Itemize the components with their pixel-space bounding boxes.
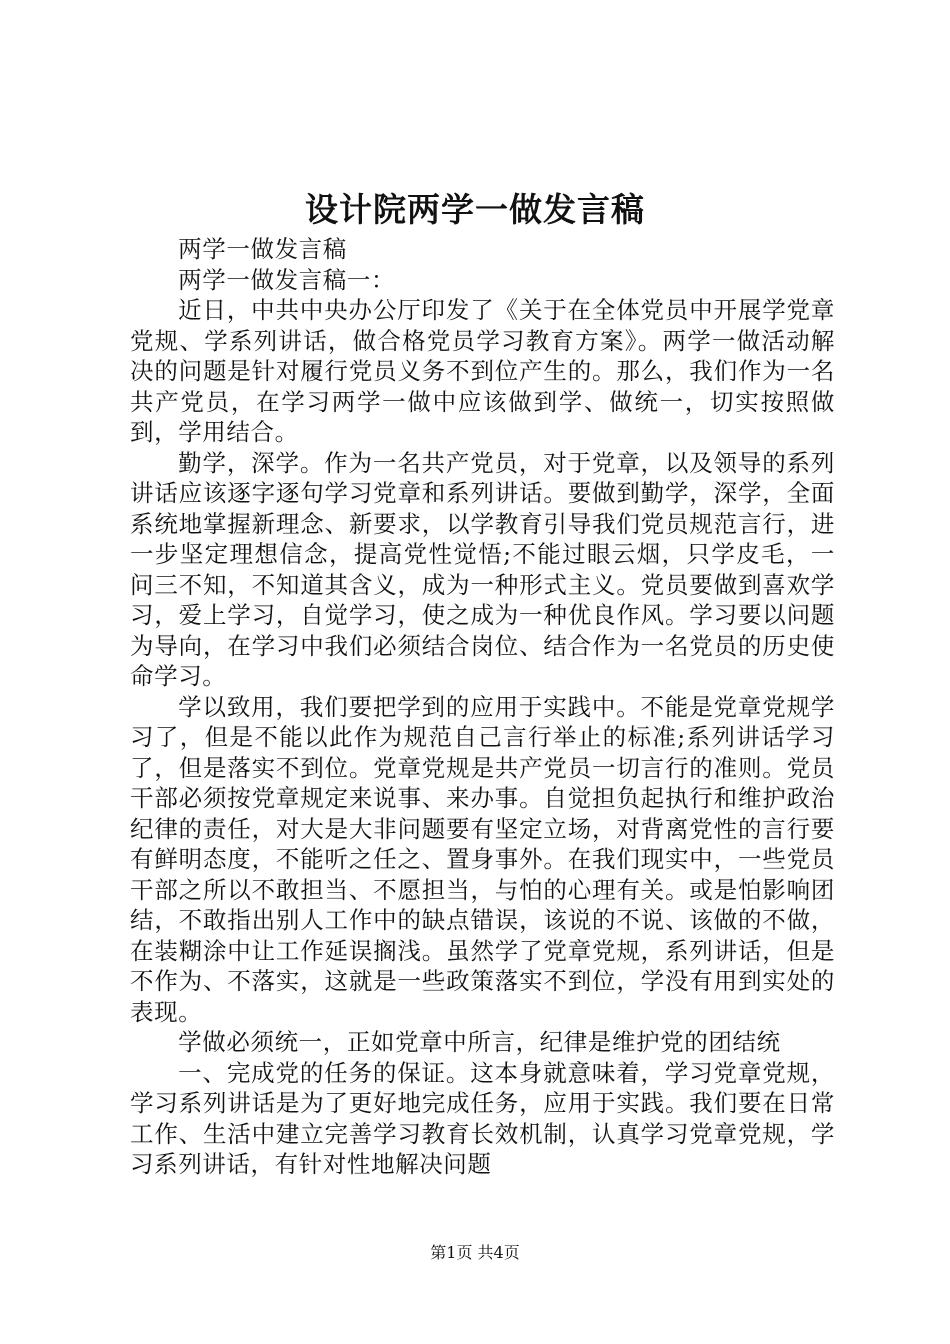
paragraph: 一、完成党的任务的保证。这本身就意味着，学习党章党规，学习系列讲话是为了更好地完成任务，应用于实践。我们要在日常工作、生活中建立完善学习教育长效机制，认真学习党章党规，学习系列讲话，有针对性地解决问题 (130, 1058, 835, 1178)
paragraph-subtitle: 两学一做发言稿 (178, 235, 347, 263)
paragraph-section-heading: 两学一做发言稿一： (178, 265, 396, 294)
page-number-footer: 第1页 共4页 (430, 1243, 520, 1262)
paragraph: 近日，中共中央办公厅印发了《关于在全体党员中开展学党章党规、学系列讲话，做合格党员学习教育方案》。两学一做活动解决的问题是针对履行党员义务不到位产生的。那么，我们作为一名共产党员，在学习两学一做中应该做到学、做统一，切实按照做到，学用结合。 (130, 296, 835, 446)
paragraph: 勤学，深学。作为一名共产党员，对于党章，以及领导的系列讲话应该逐字逐句学习党章和系列讲话。要做到勤学，深学，全面系统地掌握新理念、新要求，以学教育引导我们党员规范言行，进一步坚定理想信念，提高党性觉悟;不能过眼云烟，只学皮毛，一问三不知，不知道其含义，成为一种形式主义。党员要做到喜欢学习，爱上学习，自觉学习，使之成为一种优良作风。学习要以问题为导向，在学习中我们必须结合岗位、结合作为一名党员的历史使命学习。 (130, 448, 835, 690)
document-body (130, 234, 835, 1180)
document-title: 设计院两学一做发言稿 (305, 190, 645, 229)
paragraph: 学做必须统一，正如党章中所言，纪律是维护党的团结统 (178, 1028, 781, 1056)
paragraph: 学以致用，我们要把学到的应用于实践中。不能是党章党规学习了，但是不能以此作为规范自己言行举止的标准;系列讲话学习了，但是落实不到位。党章党规是共产党员一切言行的准则。党员干部必须按党章规定来说事、来办事。自觉担负起执行和维护政治纪律的责任，对大是大非问题要有坚定立场，对背离党性的言行要有鲜明态度，不能听之任之、置身事外。在我们现实中，一些党员干部之所以不敢担当、不愿担当，与怕的心理有关。或是怕影响团结，不敢指出别人工作中的缺点错误，该说的不说、该做的不做，在装糊涂中让工作延误搁浅。虽然学了党章党规，系列讲话，但是不作为、不落实，这就是一些政策落实不到位，学没有用到实处的表现。 (130, 692, 835, 1026)
